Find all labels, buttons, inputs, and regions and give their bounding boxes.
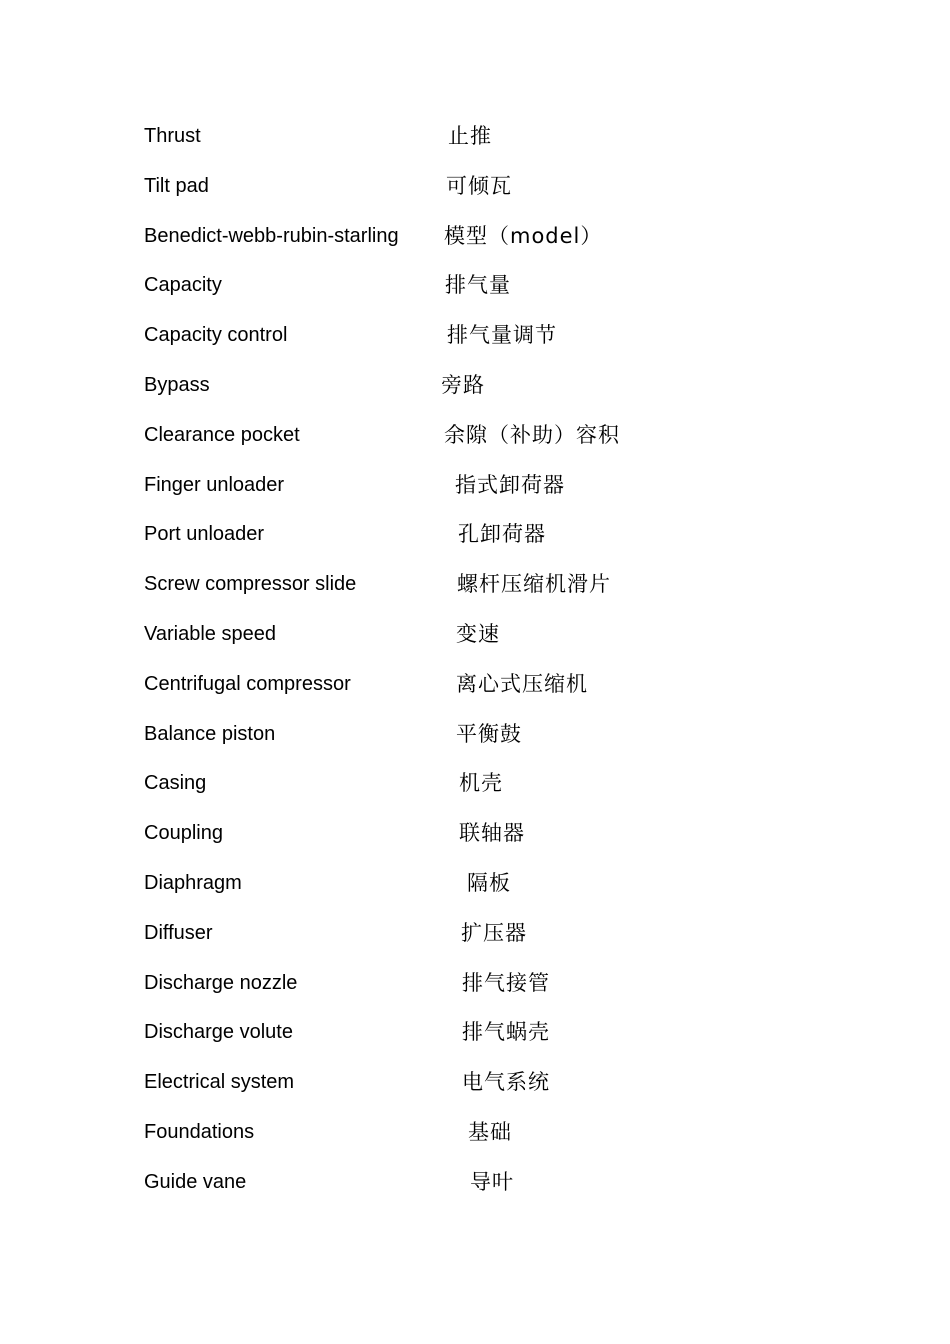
glossary-row — [144, 520, 764, 570]
english-term: Guide vane — [144, 1170, 247, 1193]
glossary-row — [144, 620, 764, 670]
english-term: Electrical system — [144, 1071, 295, 1094]
glossary-row — [144, 1018, 764, 1068]
glossary-row — [144, 1068, 764, 1118]
glossary-row — [144, 919, 764, 969]
chinese-term: 螺杆压缩机滑片 — [457, 572, 611, 597]
english-term: Discharge volute — [144, 1021, 293, 1044]
glossary-row — [144, 271, 764, 321]
english-term: Clearance pocket — [144, 423, 300, 446]
english-term: Finger unloader — [144, 473, 285, 496]
glossary-row — [144, 1168, 764, 1218]
glossary-row — [144, 421, 764, 471]
glossary-row — [144, 1118, 764, 1168]
chinese-term: 排气量调节 — [447, 323, 557, 348]
english-term: Screw compressor slide — [144, 573, 357, 596]
english-term: Benedict-webb-rubin-starling — [144, 224, 399, 247]
chinese-term: 隔板 — [467, 870, 511, 895]
chinese-term: 离心式压缩机 — [456, 671, 588, 696]
chinese-term: 余隙（补助）容积 — [444, 422, 620, 447]
english-term: Tilt pad — [144, 174, 209, 197]
chinese-term: 机壳 — [459, 771, 503, 796]
chinese-term: 排气蜗壳 — [462, 1020, 550, 1045]
english-term: Balance piston — [144, 722, 276, 745]
english-term: Discharge nozzle — [144, 971, 298, 994]
english-term: Bypass — [144, 373, 210, 396]
glossary-row — [144, 670, 764, 720]
glossary-row — [144, 769, 764, 819]
chinese-term: 导叶 — [470, 1169, 514, 1194]
chinese-term: 排气接管 — [462, 970, 550, 995]
english-term: Coupling — [144, 822, 223, 845]
english-term: Casing — [144, 772, 207, 795]
glossary-row — [144, 172, 764, 222]
chinese-term: 孔卸荷器 — [458, 522, 546, 547]
chinese-term: 止推 — [448, 124, 492, 148]
glossary-list — [144, 122, 764, 1218]
chinese-term: 变速 — [456, 621, 500, 646]
glossary-row — [144, 222, 764, 272]
english-term: Foundations — [144, 1120, 255, 1143]
glossary-row — [144, 869, 764, 919]
glossary-row — [144, 570, 764, 620]
chinese-term: 排气量 — [445, 273, 511, 298]
chinese-term: 模型（model） — [444, 223, 603, 248]
english-term: Centrifugal compressor — [144, 672, 351, 695]
glossary-row — [144, 819, 764, 869]
english-term: Capacity — [144, 274, 222, 297]
glossary-row — [144, 720, 764, 770]
chinese-term: 基础 — [468, 1119, 512, 1144]
glossary-row — [144, 471, 764, 521]
chinese-term: 扩压器 — [461, 920, 527, 945]
chinese-term: 可倾瓦 — [446, 173, 512, 198]
chinese-term: 指式卸荷器 — [455, 472, 565, 497]
glossary-row — [144, 371, 764, 421]
chinese-term: 电气系统 — [462, 1070, 550, 1095]
glossary-row — [144, 969, 764, 1019]
english-term: Variable speed — [144, 622, 276, 645]
english-term: Thrust — [144, 125, 201, 147]
glossary-row — [144, 321, 764, 371]
chinese-term: 平衡鼓 — [456, 721, 522, 746]
english-term: Port unloader — [144, 523, 265, 546]
chinese-term: 旁路 — [441, 372, 485, 397]
english-term: Diaphragm — [144, 871, 242, 894]
english-term: Capacity control — [144, 324, 288, 347]
glossary-row — [144, 122, 764, 172]
english-term: Diffuser — [144, 921, 213, 944]
chinese-term: 联轴器 — [459, 821, 525, 846]
